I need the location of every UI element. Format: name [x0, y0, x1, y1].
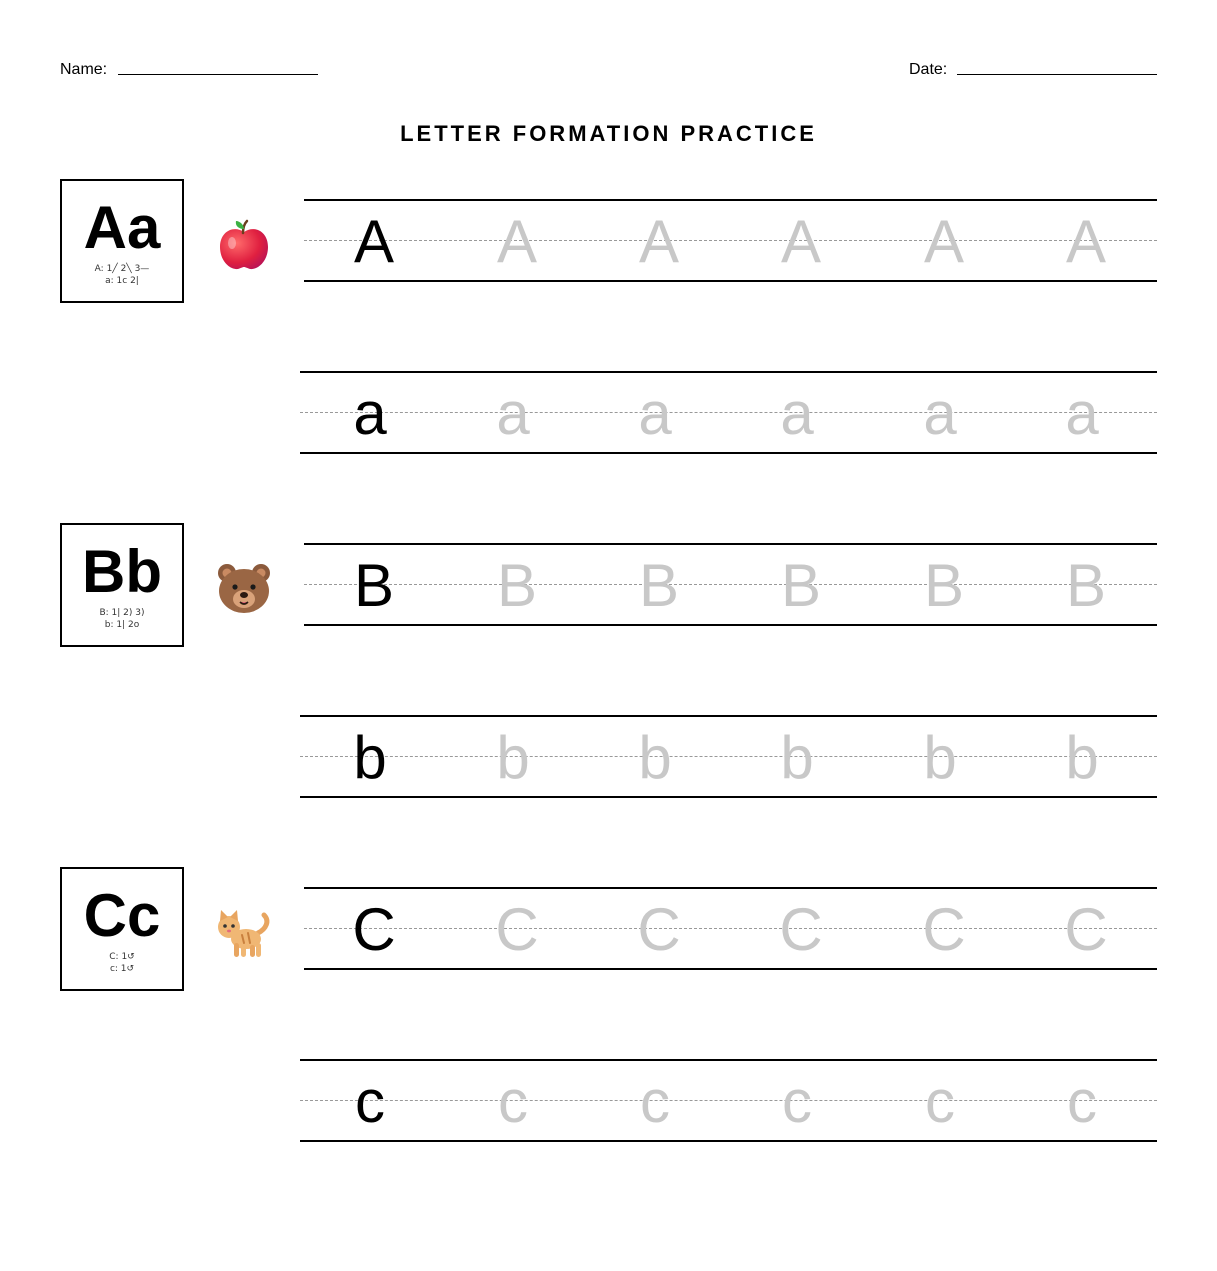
model-letter: a [353, 380, 387, 447]
stroke-guide-upper: A: 1╱ 2╲ 3— [94, 264, 150, 274]
practice-row-upper [304, 199, 1157, 281]
trace-letter[interactable]: A [496, 208, 538, 275]
trace-letter[interactable]: b [1065, 724, 1099, 791]
model-letter: C [352, 896, 396, 963]
letter-section-b [0, 523, 1217, 823]
top-line [300, 371, 1157, 373]
trace-letter[interactable]: A [923, 208, 965, 275]
midline [304, 240, 1157, 241]
letter-pair: Bb [82, 538, 162, 605]
stroke-guide-upper: C: 1↺ [109, 952, 135, 962]
letter-pair: Aa [83, 194, 161, 261]
bear-icon [214, 559, 274, 619]
model-letter: c [355, 1068, 385, 1135]
trace-letter[interactable]: c [498, 1068, 528, 1135]
practice-row-lower [300, 715, 1157, 797]
midline [300, 1100, 1157, 1101]
trace-letter[interactable]: b [780, 724, 814, 791]
trace-letter[interactable]: B [780, 552, 822, 619]
stroke-guide-lower: b: 1| 2o [104, 620, 140, 630]
trace-letter[interactable]: A [1065, 208, 1107, 275]
stroke-guide-lower: a: 1c 2| [105, 276, 139, 286]
page-title: LETTER FORMATION PRACTICE [400, 121, 817, 146]
model-letter: B [353, 552, 395, 619]
trace-letter[interactable]: C [495, 896, 539, 963]
trace-letter[interactable]: C [637, 896, 681, 963]
trace-letter[interactable]: b [638, 724, 672, 791]
trace-letter[interactable]: A [780, 208, 822, 275]
trace-letter[interactable]: c [782, 1068, 812, 1135]
trace-letter[interactable]: c [925, 1068, 955, 1135]
letter-pair: Cc [83, 882, 161, 949]
trace-letter[interactable]: a [638, 380, 672, 447]
model-letter: b [353, 724, 387, 791]
trace-letter[interactable]: B [923, 552, 965, 619]
letter-section-a [0, 179, 1217, 479]
trace-letter[interactable]: B [1065, 552, 1107, 619]
name-label: Name: [60, 61, 108, 78]
midline [300, 412, 1157, 413]
model-letter: A [353, 208, 395, 275]
letter-box [60, 179, 184, 303]
letter-box [60, 867, 184, 991]
baseline [300, 796, 1157, 798]
top-line [300, 1059, 1157, 1061]
cat-icon [214, 903, 274, 963]
stroke-guide-lower: c: 1↺ [109, 964, 135, 974]
top-line [300, 715, 1157, 717]
trace-letter[interactable]: a [1065, 380, 1099, 447]
letter-box [60, 523, 184, 647]
trace-letter[interactable]: B [638, 552, 680, 619]
trace-letter[interactable]: c [1067, 1068, 1097, 1135]
practice-row-lower [300, 371, 1157, 453]
baseline [300, 452, 1157, 454]
apple-icon [214, 215, 274, 275]
baseline [304, 968, 1157, 970]
trace-letter[interactable]: C [1064, 896, 1108, 963]
trace-letter[interactable]: B [496, 552, 538, 619]
baseline [304, 624, 1157, 626]
trace-letter[interactable]: a [496, 380, 530, 447]
trace-letter[interactable]: C [922, 896, 966, 963]
trace-letter[interactable]: C [779, 896, 823, 963]
baseline [300, 1140, 1157, 1142]
date-label: Date: [909, 61, 948, 78]
baseline [304, 280, 1157, 282]
midline [304, 584, 1157, 585]
trace-letter[interactable]: a [780, 380, 814, 447]
midline [300, 756, 1157, 757]
practice-row-lower [300, 1059, 1157, 1141]
letter-section-c [0, 867, 1217, 1167]
midline [304, 928, 1157, 929]
practice-row-upper [304, 887, 1157, 969]
trace-letter[interactable]: a [923, 380, 957, 447]
top-line [304, 887, 1157, 889]
name-field[interactable] [118, 74, 318, 75]
trace-letter[interactable]: A [638, 208, 680, 275]
trace-letter[interactable]: c [640, 1068, 670, 1135]
stroke-guide-upper: B: 1| 2) 3) [99, 608, 145, 618]
practice-row-upper [304, 543, 1157, 625]
date-field[interactable] [957, 74, 1157, 75]
trace-letter[interactable]: b [923, 724, 957, 791]
top-line [304, 543, 1157, 545]
trace-letter[interactable]: b [496, 724, 530, 791]
top-line [304, 199, 1157, 201]
